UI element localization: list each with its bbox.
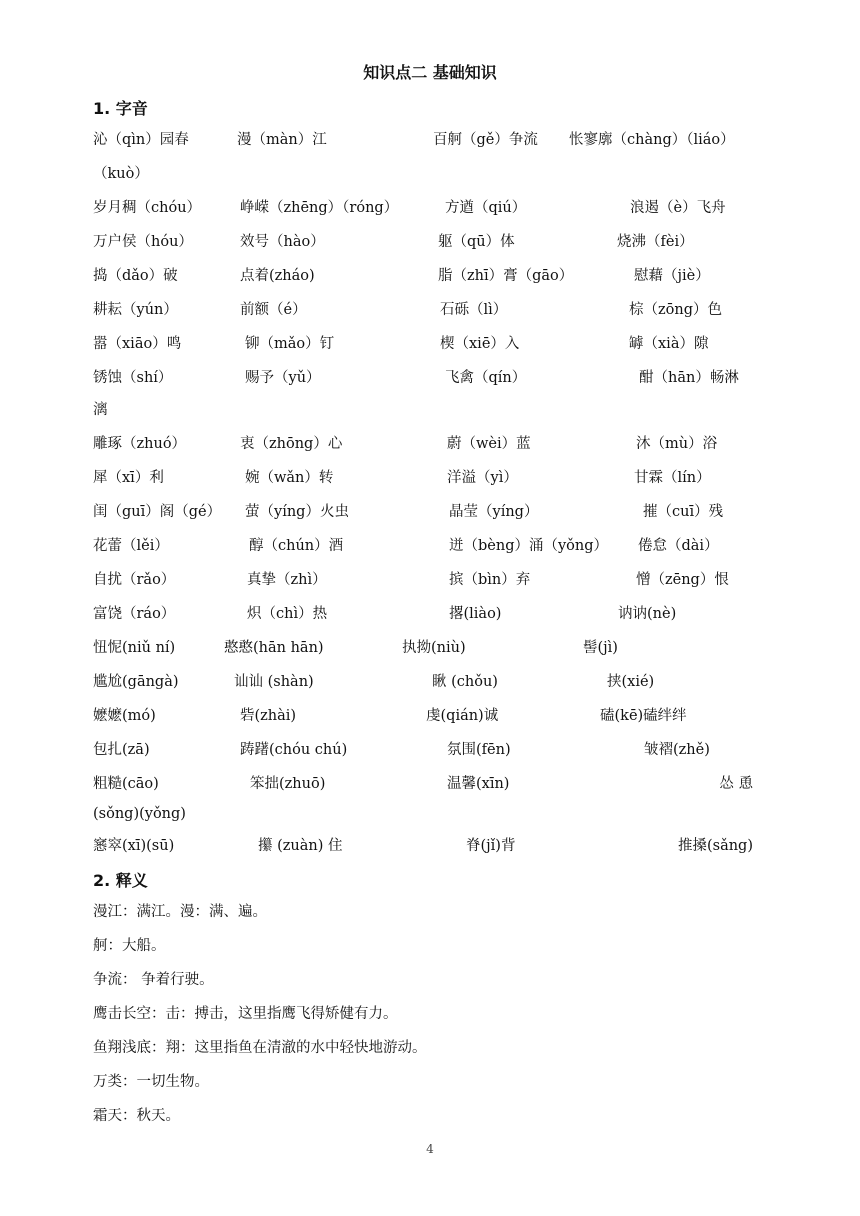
pronunciation-entry: 漓 <box>93 402 108 418</box>
pronunciation-entry: 洋溢（yì） <box>447 470 518 486</box>
pronunciation-row <box>93 803 753 825</box>
pronunciation-entry: 百舸（gě）争流 <box>433 132 538 148</box>
pronunciation-entry: 窸窣(xī)(sū) <box>93 838 175 854</box>
pronunciation-entry: 挟(xié) <box>607 674 655 690</box>
pronunciation-entry: 犀（xī）利 <box>93 470 164 486</box>
pronunciation-entry: 雕琢（zhuó） <box>93 436 187 452</box>
pronunciation-entry: 岁月稠（chóu） <box>93 200 202 216</box>
pronunciation-entry: 酣（hān）畅淋 <box>639 370 739 386</box>
pronunciation-entry: 躯（qū）体 <box>438 234 515 250</box>
pronunciation-entry: 推搡(sǎng) <box>677 838 753 854</box>
pronunciation-entry: 捣（dǎo）破 <box>93 268 178 284</box>
pronunciation-row <box>93 129 753 151</box>
pronunciation-entry: (sǒng)(yǒng) <box>93 806 186 822</box>
pronunciation-entry: 甘霖（lín） <box>634 470 711 486</box>
pronunciation-row <box>93 705 753 727</box>
pronunciation-entry: 包扎(zā) <box>93 742 150 758</box>
pronunciation-entry: 点着(zháo) <box>240 268 315 284</box>
pronunciation-entry: 憨憨(hān hān) <box>224 640 324 656</box>
pronunciation-entry: 沐（mù）浴 <box>636 436 718 452</box>
pronunciation-entry: 蔚（wèi）蓝 <box>447 436 531 452</box>
pronunciation-row <box>93 603 753 625</box>
pronunciation-entry: 花蕾（lěi） <box>93 538 169 554</box>
pronunciation-entry: 脊(jǐ)背 <box>466 838 516 854</box>
pronunciation-entry: 石砾（lì） <box>440 302 508 318</box>
pronunciation-entry: 漫（màn）江 <box>237 132 327 148</box>
pronunciation-entry: 迸（bèng）涌（yǒng） <box>449 538 609 554</box>
pronunciation-entry: 氛围(fēn) <box>447 742 511 758</box>
definition-item: 舸：大船。 <box>93 938 166 954</box>
page-number: 4 <box>426 1142 434 1156</box>
pronunciation-entry: 嬷嬷(mó) <box>93 708 156 724</box>
pronunciation-row <box>93 367 753 389</box>
pronunciation-entry: 怂 恿 <box>719 776 753 792</box>
pronunciation-entry: 烧沸（fèi） <box>617 234 694 250</box>
pronunciation-entry: 自扰（rǎo） <box>93 572 176 588</box>
pronunciation-row <box>93 265 753 287</box>
pronunciation-entry: 憎（zēng）恨 <box>636 572 729 588</box>
section-heading-pronunciation: 1. 字音 <box>93 99 148 118</box>
pronunciation-row <box>93 739 753 761</box>
pronunciation-entry: 磕(kē)磕绊绊 <box>600 708 687 724</box>
pronunciation-entry: 浪遏（è）飞舟 <box>630 200 726 216</box>
pronunciation-entry: 粗糙(cāo) <box>93 776 159 792</box>
pronunciation-row <box>93 333 753 355</box>
definition-item: 鹰击长空：击：搏击，这里指鹰飞得矫健有力。 <box>93 1006 398 1022</box>
pronunciation-entry: 倦怠（dài） <box>638 538 719 554</box>
pronunciation-entry: 嚣（xiāo）鸣 <box>93 336 182 352</box>
pronunciation-entry: （kuò） <box>93 166 149 182</box>
pronunciation-row <box>93 569 753 591</box>
pronunciation-entry: 慰藉（jiè） <box>634 268 710 284</box>
pronunciation-entry: 罅（xià）隙 <box>629 336 709 352</box>
definition-item: 鱼翔浅底：翔：这里指鱼在清澈的水中轻快地游动。 <box>93 1040 427 1056</box>
pronunciation-entry: 锈蚀（shí） <box>93 370 173 386</box>
pronunciation-row <box>93 773 753 795</box>
pronunciation-entry: 攥 (zuàn) 住 <box>258 838 343 854</box>
pronunciation-entry: 耕耘（yún） <box>93 302 178 318</box>
pronunciation-row <box>93 637 753 659</box>
pronunciation-row <box>93 231 753 253</box>
pronunciation-row <box>93 535 753 557</box>
pronunciation-entry: 怅寥廓（chàng）（liáo） <box>569 132 735 148</box>
pronunciation-entry: 效号（hào） <box>240 234 325 250</box>
pronunciation-entry: 炽（chì）热 <box>247 606 328 622</box>
pronunciation-entry: 讷讷(nè) <box>618 606 677 622</box>
pronunciation-row <box>93 399 753 421</box>
pronunciation-entry: 虔(qián)诚 <box>426 708 499 724</box>
pronunciation-entry: 方遒（qiú） <box>445 200 527 216</box>
pronunciation-row <box>93 299 753 321</box>
pronunciation-entry: 砦(zhài) <box>240 708 297 724</box>
definition-item: 万类：一切生物。 <box>93 1074 209 1090</box>
pronunciation-entry: 脂（zhī）膏（gāo） <box>438 268 574 284</box>
pronunciation-entry: 萤（yíng）火虫 <box>245 504 349 520</box>
pronunciation-entry: 峥嵘（zhēng）（róng） <box>240 200 399 216</box>
pronunciation-entry: 衷（zhōng）心 <box>240 436 343 452</box>
pronunciation-entry: 皱褶(zhě) <box>644 742 710 758</box>
pronunciation-entry: 楔（xiē）入 <box>440 336 520 352</box>
pronunciation-entry: 笨拙(zhuō) <box>250 776 326 792</box>
pronunciation-entry: 瞅 (chǒu) <box>432 674 498 690</box>
pronunciation-entry: 富饶（ráo） <box>93 606 176 622</box>
pronunciation-entry: 婉（wǎn）转 <box>245 470 334 486</box>
pronunciation-entry: 赐予（yǔ） <box>245 370 321 386</box>
pronunciation-row <box>93 501 753 523</box>
definition-item: 霜天：秋天。 <box>93 1108 180 1124</box>
pronunciation-entry: 温馨(xīn) <box>447 776 510 792</box>
pronunciation-entry: 讪讪 (shàn) <box>234 674 314 690</box>
pronunciation-row <box>93 433 753 455</box>
pronunciation-entry: 飞禽（qín） <box>445 370 527 386</box>
pronunciation-entry: 摧（cuī）残 <box>643 504 724 520</box>
page-title: 知识点二 基础知识 <box>363 63 497 82</box>
pronunciation-entry: 忸怩(niǔ ní) <box>93 640 176 656</box>
pronunciation-row <box>93 197 753 219</box>
pronunciation-entry: 万户侯（hóu） <box>93 234 193 250</box>
pronunciation-entry: 髻(jì) <box>583 640 618 656</box>
pronunciation-entry: 铆（mǎo）钉 <box>245 336 335 352</box>
pronunciation-entry: 闺（guī）阁（gé） <box>93 504 222 520</box>
pronunciation-entry: 棕（zōng）色 <box>629 302 722 318</box>
pronunciation-entry: 执拗(niù) <box>402 640 466 656</box>
pronunciation-entry: 真挚（zhì） <box>247 572 327 588</box>
pronunciation-entry: 尴尬(gāngà) <box>93 674 179 690</box>
pronunciation-row <box>93 467 753 489</box>
pronunciation-row <box>93 163 753 185</box>
pronunciation-row <box>93 835 753 857</box>
pronunciation-entry: 沁（qìn）园春 <box>93 132 189 148</box>
pronunciation-entry: 前额（é） <box>240 302 307 318</box>
pronunciation-entry: 晶莹（yíng） <box>449 504 539 520</box>
pronunciation-entry: 摈（bìn）弃 <box>449 572 531 588</box>
pronunciation-row <box>93 671 753 693</box>
pronunciation-entry: 踌躇(chóu chú) <box>240 742 348 758</box>
section-heading-definitions: 2. 释义 <box>93 871 148 890</box>
pronunciation-entry: 醇（chún）酒 <box>249 538 344 554</box>
definition-item: 争流： 争着行驶。 <box>93 972 214 988</box>
pronunciation-entry: 撂(liào) <box>449 606 502 622</box>
definition-item: 漫江：满江。漫：满、遍。 <box>93 904 267 920</box>
